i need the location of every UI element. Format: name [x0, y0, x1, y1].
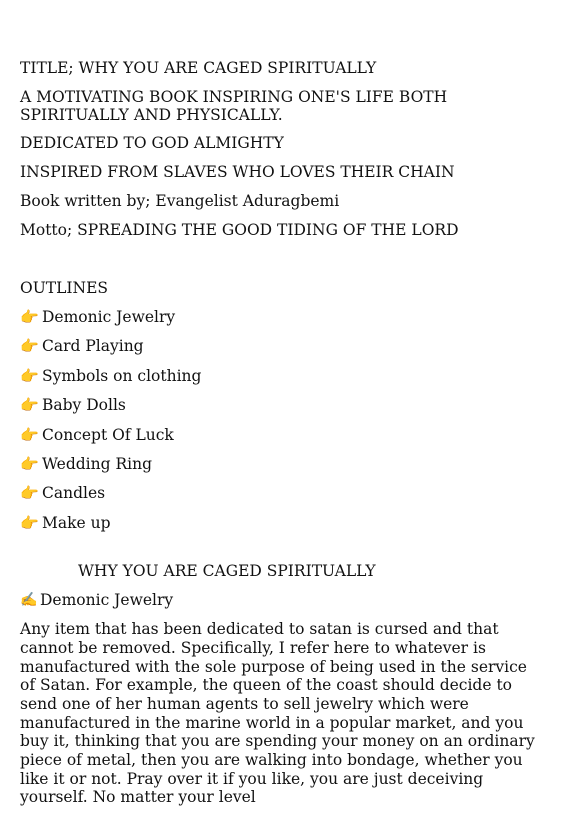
list-item	[20, 367, 550, 386]
dedication: DEDICATED TO GOD ALMIGHTY	[20, 134, 284, 152]
list-item-label: Wedding Ring	[42, 454, 153, 473]
pointing-hand-icon: 👉	[20, 308, 39, 326]
list-item-label: Candles	[42, 484, 106, 503]
title-line: TITLE; WHY YOU ARE CAGED SPIRITUALLY	[20, 59, 377, 77]
document-page	[20, 59, 550, 807]
writing-hand-icon: ✍	[20, 592, 38, 609]
pointing-hand-icon: 👉	[20, 425, 39, 444]
list-item	[20, 396, 550, 415]
subtitle: A MOTIVATING BOOK INSPIRING ONE'S LIFE BOTH SPIRITUALLY AND PHYSICALLY.	[20, 88, 448, 124]
list-item-label: Demonic Jewelry	[42, 308, 176, 326]
section-subheading	[20, 591, 550, 610]
list-item	[20, 308, 550, 327]
pointing-hand-icon: 👉	[20, 513, 39, 532]
pointing-hand-icon: 👉	[20, 366, 39, 385]
section-title: WHY YOU ARE CAGED SPIRITUALLY	[78, 562, 376, 581]
pointing-hand-icon: 👉	[20, 484, 39, 503]
list-item-label: Concept Of Luck	[42, 425, 174, 444]
list-item-label: Card Playing	[42, 337, 144, 356]
list-item	[20, 426, 550, 445]
pointing-hand-icon: 👉	[20, 454, 39, 473]
spacer	[20, 543, 550, 562]
author-line: Book written by; Evangelist Aduragbemi	[20, 192, 340, 210]
pointing-hand-icon: 👉	[20, 337, 39, 356]
subheading-label: Demonic Jewelry	[40, 591, 174, 610]
list-item-label: Baby Dolls	[42, 396, 126, 415]
inspiration: INSPIRED FROM SLAVES WHO LOVES THEIR CHAIN	[20, 163, 455, 181]
outlines-heading: OUTLINES	[20, 279, 109, 297]
list-item-label: Make up	[42, 513, 111, 532]
list-item	[20, 514, 550, 533]
list-item-label: Symbols on clothing	[42, 366, 202, 385]
list-item	[20, 455, 550, 474]
spacer	[20, 250, 550, 279]
pointing-hand-icon: 👉	[20, 396, 39, 415]
motto-line: Motto; SPREADING THE GOOD TIDING OF THE LORD	[20, 221, 459, 239]
outlines-list	[20, 308, 550, 533]
list-item	[20, 484, 550, 503]
list-item	[20, 337, 550, 356]
section-body: Any item that has been dedicated to satan is cursed and that cannot be removed. Specifically, I refer here to whatever is manufactured with the sole purpose of being used in the service of Satan. For example, the queen of the coast should decide to send one of her human agents to sell jewelry which were manufactured in the marine world in a popular market, and you buy it, thinking that you are spending your money on an ordinary piece of metal, then you are walking into bondage, whether you like it or not. Pray over it if you like, you are just deceiving yourself. No matter your level	[20, 620, 535, 807]
